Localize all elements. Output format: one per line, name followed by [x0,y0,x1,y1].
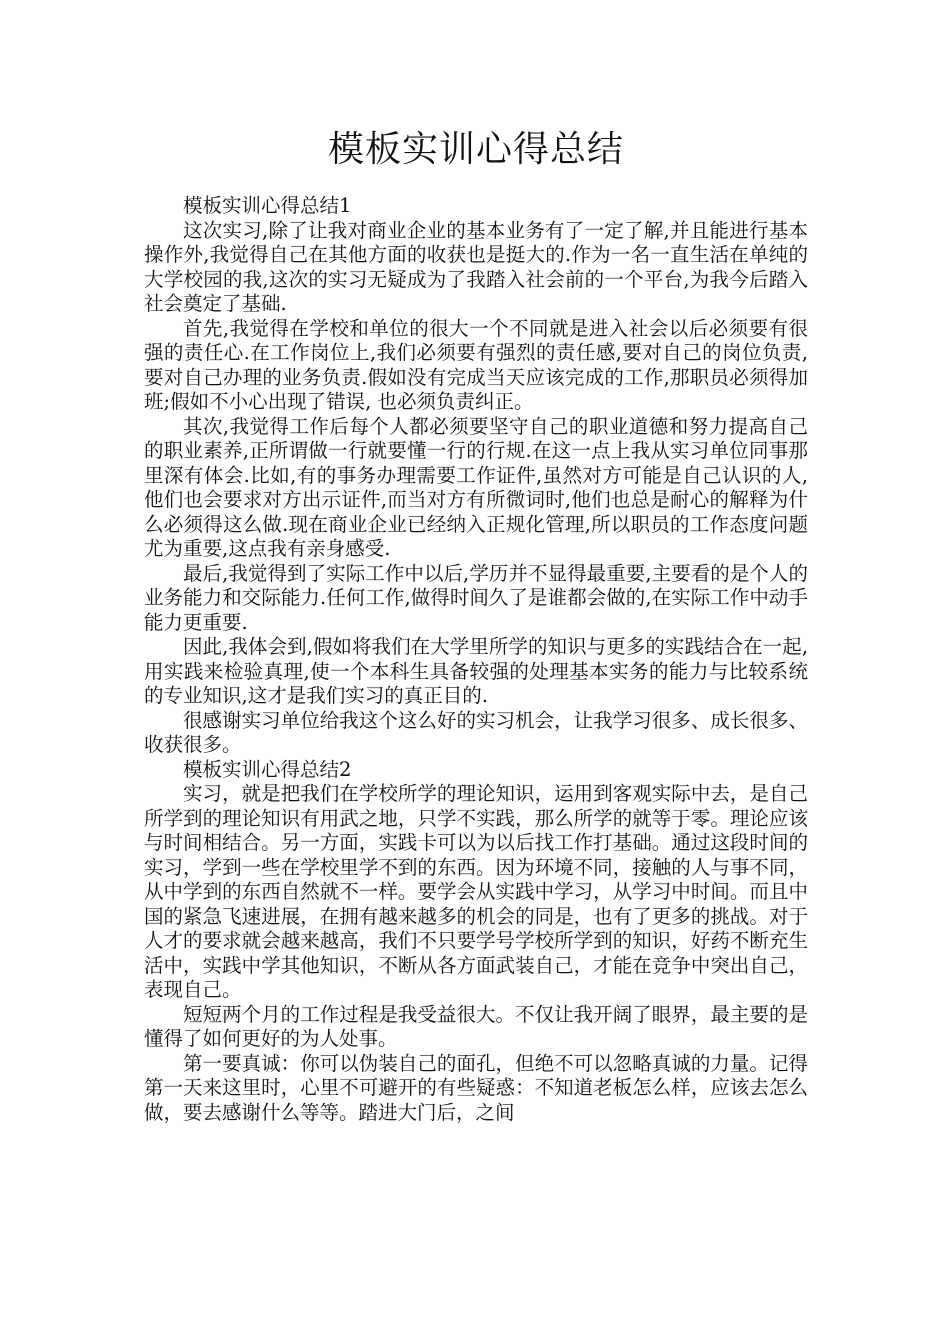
paragraph: 因此,我体会到,假如将我们在大学里所学的知识与更多的实践结合在一起,用实践来检验真理,使一个本科生具备较强的处理基本实务的能力与比较系统的专业知识,这才是我们实习的真正目的. [144,635,808,707]
document-title: 模板实训心得总结 [327,129,624,170]
paragraph: 很感谢实习单位给我这个这么好的实习机会，让我学习很多、成长很多、收获很多。 [144,708,808,756]
paragraph: 实习，就是把我们在学校所学的理论知识，运用到客观实际中去，是自己所学到的理论知识有用武之地，只学不实践，那么所学的就等于零。理论应该与时间相结合。另一方面，实践卡可以为以后找工作打基础。通过这段时间的实习，学到一些在学校里学不到的东西。因为环境不同，接触的人与事不同，从中学到的东西自然就不一样。要学会从实践中学习，从学习中时间。而且中国的紧急飞速进展，在拥有越来越多的机会的同是，也有了更多的挑战。对于人才的要求就会越来越高，我们不只要学号学校所学到的知识，好药不断充生活中，实践中学其他知识，不断从各方面武装自己，才能在竞争中突出自己，表现自己。 [144,782,808,1001]
document-page [144,118,808,1125]
section-heading-1: 模板实训心得总结1 [183,194,352,217]
paragraph: 首先,我觉得在学校和单位的很大一个不同就是进入社会以后必须要有很强的责任心.在工作岗位上,我们必须要有强烈的责任感,要对自己的岗位负责,要对自己办理的业务负责.假如没有完成当天应该完成的工作,那职员必须得加班;假如不小心出现了错误, 也必须负责纠正。 [144,316,808,413]
document-body [144,194,808,1125]
paragraph: 短短两个月的工作过程是我受益很大。不仅让我开阔了眼界，最主要的是懂得了如何更好的为人处事。 [144,1002,808,1050]
paragraph: 其次,我觉得工作后每个人都必须要坚守自己的职业道德和努力提高自己的职业素养,正所谓做一行就要懂一行的行规.在这一点上我从实习单位同事那里深有体会.比如,有的事务办理需要工作证件,虽然对方可能是自己认识的人,他们也会要求对方出示证件,而当对方有所微词时,他们也总是耐心的解释为什么必须得这么做.现在商业企业已经纳入正规化管理,所以职员的工作态度问题尤为重要,这点我有亲身感受. [144,414,808,560]
paragraph: 这次实习,除了让我对商业企业的基本业务有了一定了解,并且能进行基本操作外,我觉得自己在其他方面的收获也是挺大的.作为一名一直生活在单纯的大学校园的我,这次的实习无疑成为了我踏入社会前的一个平台,为我今后踏入社会奠定了基础. [144,218,808,315]
paragraph: 最后,我觉得到了实际工作中以后,学历并不显得最重要,主要看的是个人的业务能力和交际能力.任何工作,做得时间久了是谁都会做的,在实际工作中动手能力更重要. [144,561,808,634]
section-heading-2: 模板实训心得总结2 [183,757,352,781]
paragraph: 第一要真诚：你可以伪装自己的面孔，但绝不可以忽略真诚的力量。记得第一天来这里时，心里不可避开的有些疑惑：不知道老板怎么样，应该去怎么做，要去感谢什么等等。踏进大门后，之间 [144,1051,808,1124]
